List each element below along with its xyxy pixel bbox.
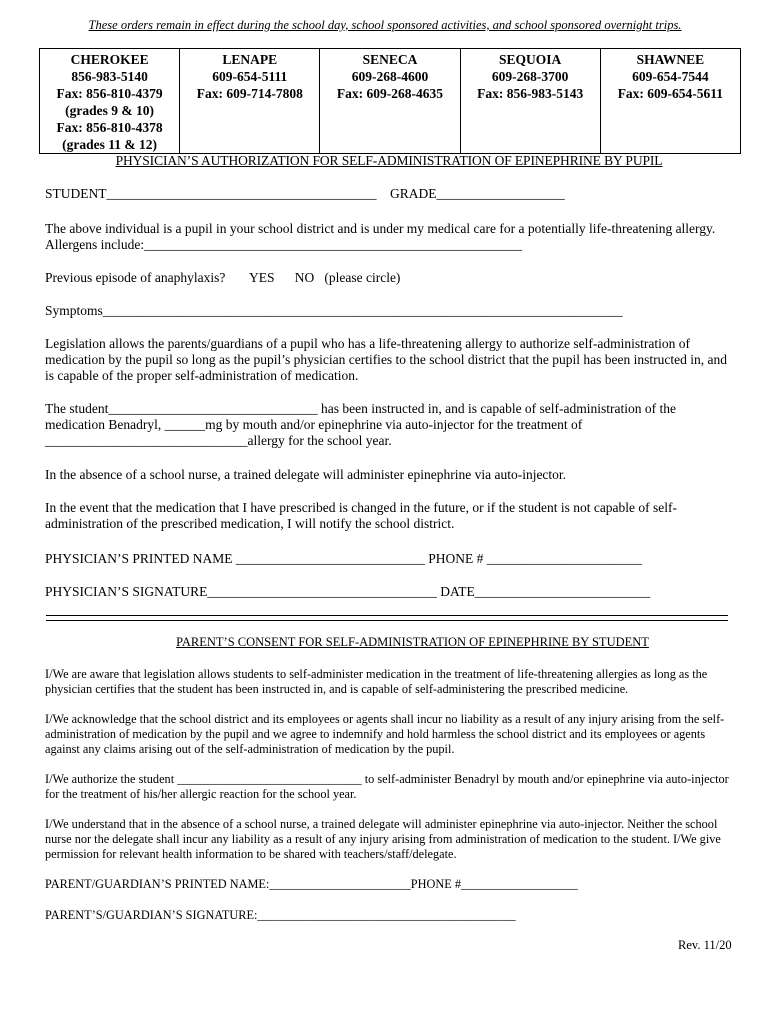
allergy-paragraph	[45, 221, 735, 253]
grade-label: GRADE	[390, 186, 437, 201]
student-label: STUDENT	[45, 186, 107, 201]
school-name: SEQUOIA	[499, 52, 562, 67]
parent-signature-line	[45, 908, 735, 923]
instructed-student-field[interactable]: _______________________________	[108, 401, 318, 416]
parent-signature-label: PARENT’S/GUARDIAN’S SIGNATURE:	[45, 908, 258, 922]
authorize-student-field[interactable]: ______________________________	[177, 772, 362, 786]
physician-name-label: PHYSICIAN’S PRINTED NAME	[45, 551, 236, 566]
physician-signature-label: PHYSICIAN’S SIGNATURE	[45, 584, 208, 599]
section-divider	[46, 615, 728, 621]
student-field[interactable]: ________________________________________	[106, 186, 377, 201]
parent-signature-field[interactable]: __________________________________________	[257, 908, 516, 922]
physician-phone-field[interactable]: _______________________	[486, 551, 643, 566]
change-paragraph: In the event that the medication that I have prescribed is changed in the future, or if the student is not capable of self-administration of the prescribed medication, I will notify the school district.	[45, 500, 678, 531]
allergy-type-field[interactable]: ______________________________	[45, 433, 248, 448]
school-phone: 609-268-4600	[351, 69, 429, 84]
school-fax: Fax: 609-714-7808	[196, 86, 303, 101]
parent-name-field[interactable]: _______________________	[269, 877, 411, 891]
school-phone: 609-654-7544	[632, 69, 709, 84]
parent-section-heading: PARENT’S CONSENT FOR SELF-ADMINISTRATION OF EPINEPHRINE BY STUDENT	[176, 635, 649, 649]
physician-signature-field[interactable]: __________________________________	[207, 584, 437, 599]
school-cell-seneca	[320, 49, 460, 154]
anaphylaxis-label: Previous episode of anaphylaxis?	[45, 270, 226, 285]
instructed-text-2: has been instructed in, and is capable of self-administration of the medication Benadryl,	[45, 401, 677, 432]
legislation-paragraph: Legislation allows the parents/guardians of a pupil who has a life-threatening allergy to authorize self-administration of medication by the pupil so long as the pupil’s physician certifies to the school district that the pupil has been instructed in, and is capable of the proper self-administration of medication.	[45, 336, 727, 383]
circle-note: (please circle)	[324, 270, 401, 285]
allergy-text: The above individual is a pupil in your school district and is under my medical care for a potentially life-threatening allergy. Allergens include:	[45, 221, 716, 252]
school-name: SHAWNEE	[636, 52, 705, 67]
parent-authorize-paragraph	[45, 772, 735, 802]
school-phone: 609-268-3700	[491, 69, 569, 84]
physician-section-heading: PHYSICIAN’S AUTHORIZATION FOR SELF-ADMINISTRATION OF EPINEPHRINE BY PUPIL	[115, 153, 663, 168]
no-option[interactable]: NO	[294, 270, 315, 285]
parent-delegate-paragraph: I/We understand that in the absence of a school nurse, a trained delegate will administer epinephrine via auto-injector. Neither the school nurse nor the delegate shall incur any liability as a result of any injury arising from administration of medication to the student. I/We give permission for relevant health information to be shared with teachers/staff/delegate.	[45, 817, 721, 861]
parent-liability-paragraph: I/We acknowledge that the school district and its employees or agents shall incur no liability as a result of any injury arising from the self-administration of medication by the pupil and we agree to indemnify and hold harmless the school district and its employees or agents against any claims arising out of the self-administration of medication by the pupil.	[45, 712, 725, 756]
symptoms-label: Symptoms	[45, 303, 103, 318]
school-cell-lenape	[180, 49, 320, 154]
school-name: LENAPE	[222, 52, 278, 67]
school-cell-shawnee	[600, 49, 740, 154]
school-grades: (grades 11 & 12)	[62, 137, 158, 152]
school-cell-sequoia	[460, 49, 600, 154]
authorize-text-1: I/We authorize the student	[45, 772, 178, 786]
grade-field[interactable]: ___________________	[436, 186, 565, 201]
authorize-text-2: to self-administer Benadryl by mouth and/or epinephrine via auto-injector for the treatment of his/her allergic reaction for the school year.	[45, 772, 729, 801]
school-grades: (grades 9 & 10)	[65, 103, 155, 118]
school-name: SENECA	[362, 52, 418, 67]
instructed-paragraph	[45, 401, 735, 449]
symptoms-line	[45, 303, 735, 319]
parent-name-label: PARENT/GUARDIAN’S PRINTED NAME:	[45, 877, 270, 891]
student-grade-line	[45, 186, 735, 202]
school-fax: Fax: 609-268-4635	[336, 86, 444, 101]
school-fax: Fax: 856-810-4379	[56, 86, 163, 101]
anaphylaxis-line	[45, 270, 735, 286]
benadryl-mg-field[interactable]: ______	[164, 417, 206, 432]
physician-date-field[interactable]: __________________________	[474, 584, 651, 599]
physician-name-line	[45, 551, 735, 567]
physician-signature-line	[45, 584, 735, 600]
instructed-text-4: allergy for the school year.	[247, 433, 392, 448]
instructed-text-3: mg by mouth and/or epinephrine via auto-injector for the treatment of	[205, 417, 583, 432]
allergens-field[interactable]: ________________________________________________________	[144, 237, 523, 252]
school-cell-cherokee	[40, 49, 180, 154]
parent-name-line	[45, 877, 735, 892]
parent-phone-field[interactable]: ___________________	[460, 877, 578, 891]
orders-effect-note: These orders remain in effect during the school day, school sponsored activities, and school sponsored overnight trips.	[88, 18, 682, 32]
school-fax: Fax: 856-810-4378	[56, 120, 163, 135]
instructed-text-1: The student	[45, 401, 109, 416]
parent-awareness-paragraph: I/We are aware that legislation allows students to self-administer medication in the treatment of life-threatening allergies as long as the physician certifies that the student has been instructed in, and is capable of self-administering the prescribed medicine.	[45, 667, 708, 696]
parent-phone-label: PHONE #	[410, 877, 461, 891]
symptoms-field[interactable]: _____________________________________________________________________________	[102, 303, 623, 318]
school-fax: Fax: 856-983-5143	[477, 86, 584, 101]
school-phone: 856-983-5140	[71, 69, 148, 84]
school-phone: 609-654-5111	[212, 69, 288, 84]
yes-option[interactable]: YES	[248, 270, 275, 285]
school-fax: Fax: 609-654-5611	[617, 86, 724, 101]
school-contact-table	[39, 48, 741, 154]
absence-paragraph: In the absence of a school nurse, a trained delegate will administer epinephrine via auto-injector.	[45, 467, 567, 482]
physician-name-field[interactable]: ____________________________	[235, 551, 425, 566]
revision-label: Rev. 11/20	[678, 938, 732, 952]
physician-date-label: DATE	[436, 584, 475, 599]
school-name: CHEROKEE	[70, 52, 149, 67]
physician-phone-label: PHONE #	[424, 551, 487, 566]
